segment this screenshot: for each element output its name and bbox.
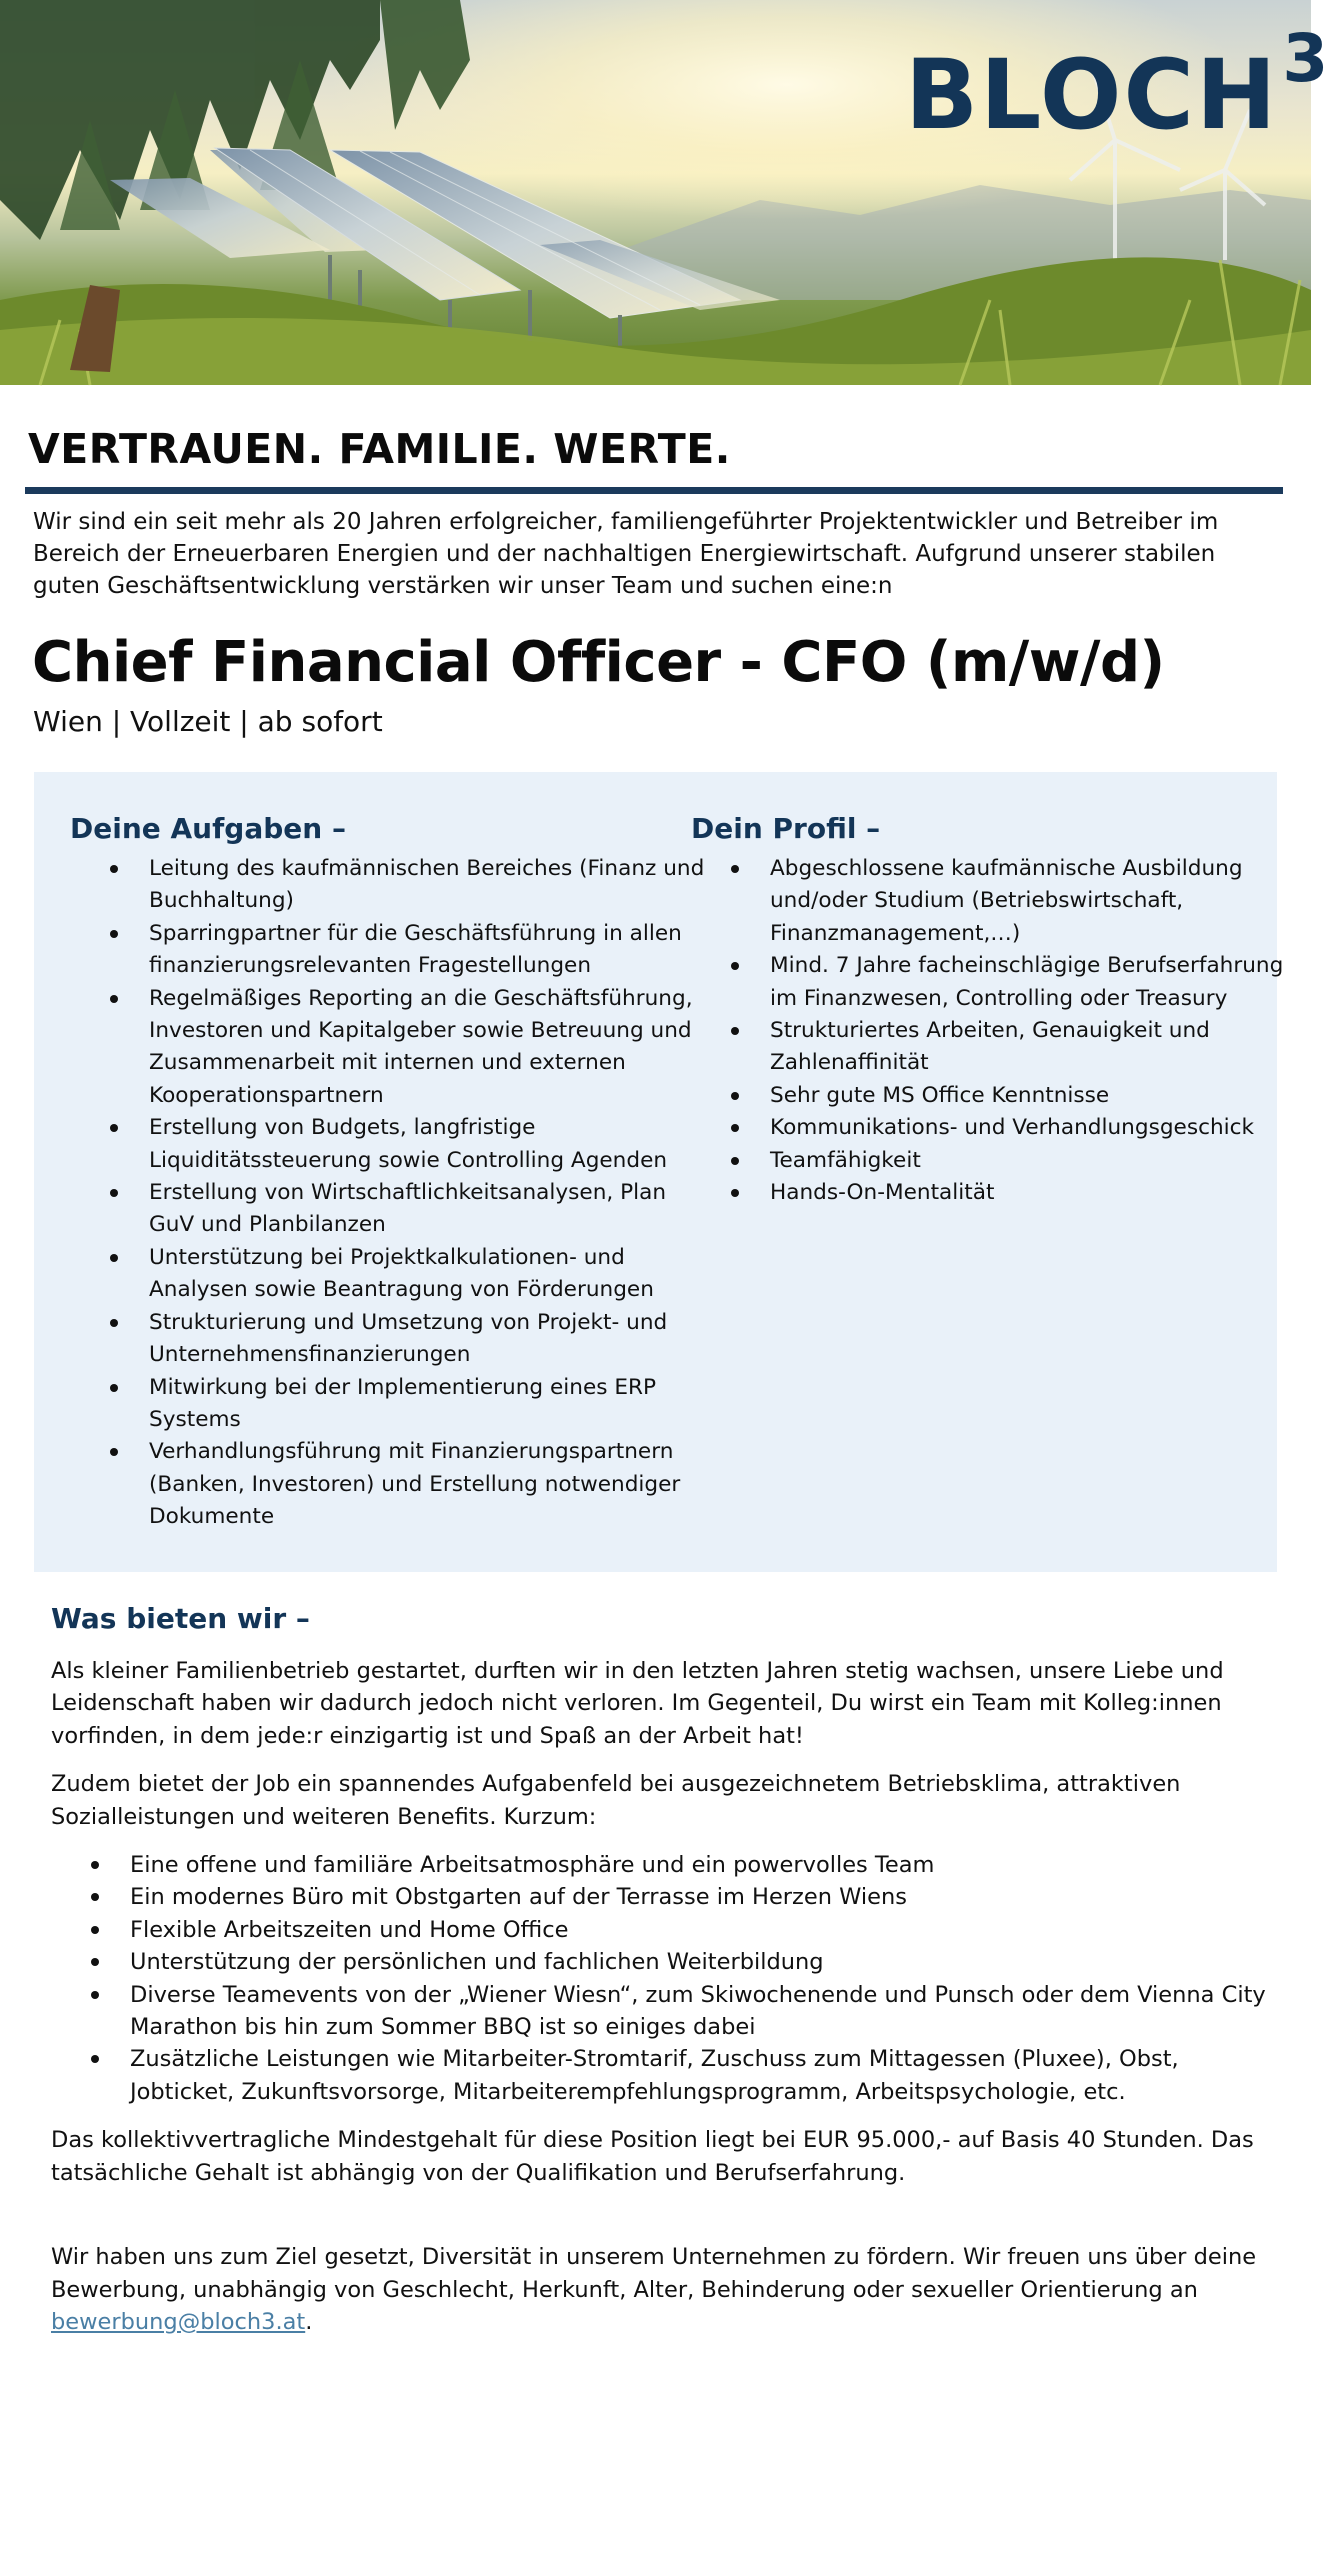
list-item: Mind. 7 Jahre facheinschlägige Berufserfahrung im Finanzwesen, Controlling oder Treasury <box>691 950 1291 1015</box>
intro-paragraph: Wir sind ein seit mehr als 20 Jahren erfolgreicher, familiengeführter Projektentwickler und Betreiber im Bereich der Erneuerbaren Energien und der nachhaltigen Energiewirtschaft. Aufgrund unserer stabilen guten Geschäftsentwicklung verstärken wir unser Team und suchen eine:n <box>33 509 1219 599</box>
logo-wordmark: BLOCH <box>905 39 1279 151</box>
list-item: Mitwirkung bei der Implementierung eines ERP Systems <box>70 1372 710 1437</box>
list-item: Flexible Arbeitszeiten und Home Office <box>51 1914 1266 1946</box>
profile-section <box>691 812 1291 1209</box>
list-item: Unterstützung bei Projektkalkulationen- und Analysen sowie Beantragung von Förderungen <box>70 1242 710 1307</box>
profile-heading: Dein Profil – <box>691 812 881 845</box>
tasks-list <box>70 853 710 1534</box>
list-item: Ein modernes Büro mit Obstgarten auf der Terrasse im Herzen Wiens <box>51 1881 1266 1913</box>
offer-heading: Was bieten wir – <box>51 1602 310 1635</box>
offer-section <box>51 1602 1266 2354</box>
list-item: Abgeschlossene kaufmännische Ausbildung und/oder Studium (Betriebswirtschaft, Finanzmanagement,…) <box>691 853 1291 950</box>
tagline: VERTRAUEN. FAMILIE. WERTE. <box>28 425 731 473</box>
list-item: Eine offene und familiäre Arbeitsatmosphäre und ein powervolles Team <box>51 1849 1266 1881</box>
divider-rule <box>25 487 1283 494</box>
job-title: Chief Financial Officer - CFO (m/w/d) <box>32 630 1165 695</box>
spacer <box>51 2205 1266 2241</box>
benefits-list <box>51 1849 1266 2108</box>
offer-paragraph-2: Zudem bietet der Job ein spannendes Aufgabenfeld bei ausgezeichnetem Betriebsklima, attraktiven Sozialleistungen und weiteren Benefits. Kurzum: <box>51 1771 1181 1830</box>
sentence-end: . <box>305 2308 313 2335</box>
list-item: Strukturierung und Umsetzung von Projekt- und Unternehmensfinanzierungen <box>70 1307 710 1372</box>
hero-banner <box>0 0 1330 385</box>
list-item: Erstellung von Wirtschaftlichkeitsanalysen, Plan GuV und Planbilanzen <box>70 1177 710 1242</box>
list-item: Kommunikations- und Verhandlungsgeschick <box>691 1112 1291 1144</box>
list-item: Unterstützung der persönlichen und fachlichen Weiterbildung <box>51 1946 1266 1978</box>
requirements-panel <box>34 772 1284 1572</box>
offer-paragraph-1: Als kleiner Familienbetrieb gestartet, durften wir in den letzten Jahren stetig wachsen, unsere Liebe und Leidenschaft haben wir dadurch jedoch nicht verloren. Im Gegenteil, Du wirst ein Team mit Kolleg:innen vorfinden, in dem jede:r einzigartig ist und Spaß an der Arbeit hat! <box>51 1658 1224 1749</box>
tasks-section <box>70 812 710 1534</box>
diversity-text: Wir haben uns zum Ziel gesetzt, Diversität in unserem Unternehmen zu fördern. Wir freuen uns über deine Bewerbung, unabhängig von Geschlecht, Herkunft, Alter, Behinderung oder sexueller Orientierung an <box>51 2244 1257 2303</box>
salary-paragraph: Das kollektivvertragliche Mindestgehalt für diese Position liegt bei EUR 95.000,- auf Basis 40 Stunden. Das tatsächliche Gehalt ist abhängig von der Qualifikation und Berufserfahrung. <box>51 2127 1254 2186</box>
application-email-link[interactable]: bewerbung@bloch3.at <box>51 2308 306 2335</box>
logo-superscript: 3 <box>1282 20 1330 97</box>
list-item: Strukturiertes Arbeiten, Genauigkeit und Zahlenaffinität <box>691 1015 1291 1080</box>
tasks-heading: Deine Aufgaben – <box>70 812 346 845</box>
list-item: Diverse Teamevents von der „Wiener Wiesn“, zum Skiwochenende und Punsch oder dem Vienna City Marathon bis hin zum Sommer BBQ ist so einiges dabei <box>51 1979 1266 2044</box>
list-item: Zusätzliche Leistungen wie Mitarbeiter-Stromtarif, Zuschuss zum Mittagessen (Pluxee), Obst, Jobticket, Zukunftsvorsorge, Mitarbeiterempfehlungsprogramm, Arbeitspsychologie, etc. <box>51 2043 1266 2108</box>
list-item: Verhandlungsführung mit Finanzierungspartnern (Banken, Investoren) und Erstellung notwendiger Dokumente <box>70 1436 710 1533</box>
list-item: Erstellung von Budgets, langfristige Liquiditätssteuerung sowie Controlling Agenden <box>70 1112 710 1177</box>
list-item: Leitung des kaufmännischen Bereiches (Finanz und Buchhaltung) <box>70 853 710 918</box>
list-item: Teamfähigkeit <box>691 1145 1291 1177</box>
list-item: Sparringpartner für die Geschäftsführung in allen finanzierungsrelevanten Fragestellungen <box>70 918 710 983</box>
list-item: Sehr gute MS Office Kenntnisse <box>691 1080 1291 1112</box>
job-meta: Wien | Vollzeit | ab sofort <box>33 705 383 738</box>
profile-list <box>691 853 1291 1209</box>
list-item: Hands-On-Mentalität <box>691 1177 1291 1209</box>
diversity-paragraph <box>51 2241 1266 2338</box>
company-logo <box>905 20 1330 151</box>
list-item: Regelmäßiges Reporting an die Geschäftsführung, Investoren und Kapitalgeber sowie Betreuung und Zusammenarbeit mit internen und externen Kooperationspartnern <box>70 983 710 1113</box>
